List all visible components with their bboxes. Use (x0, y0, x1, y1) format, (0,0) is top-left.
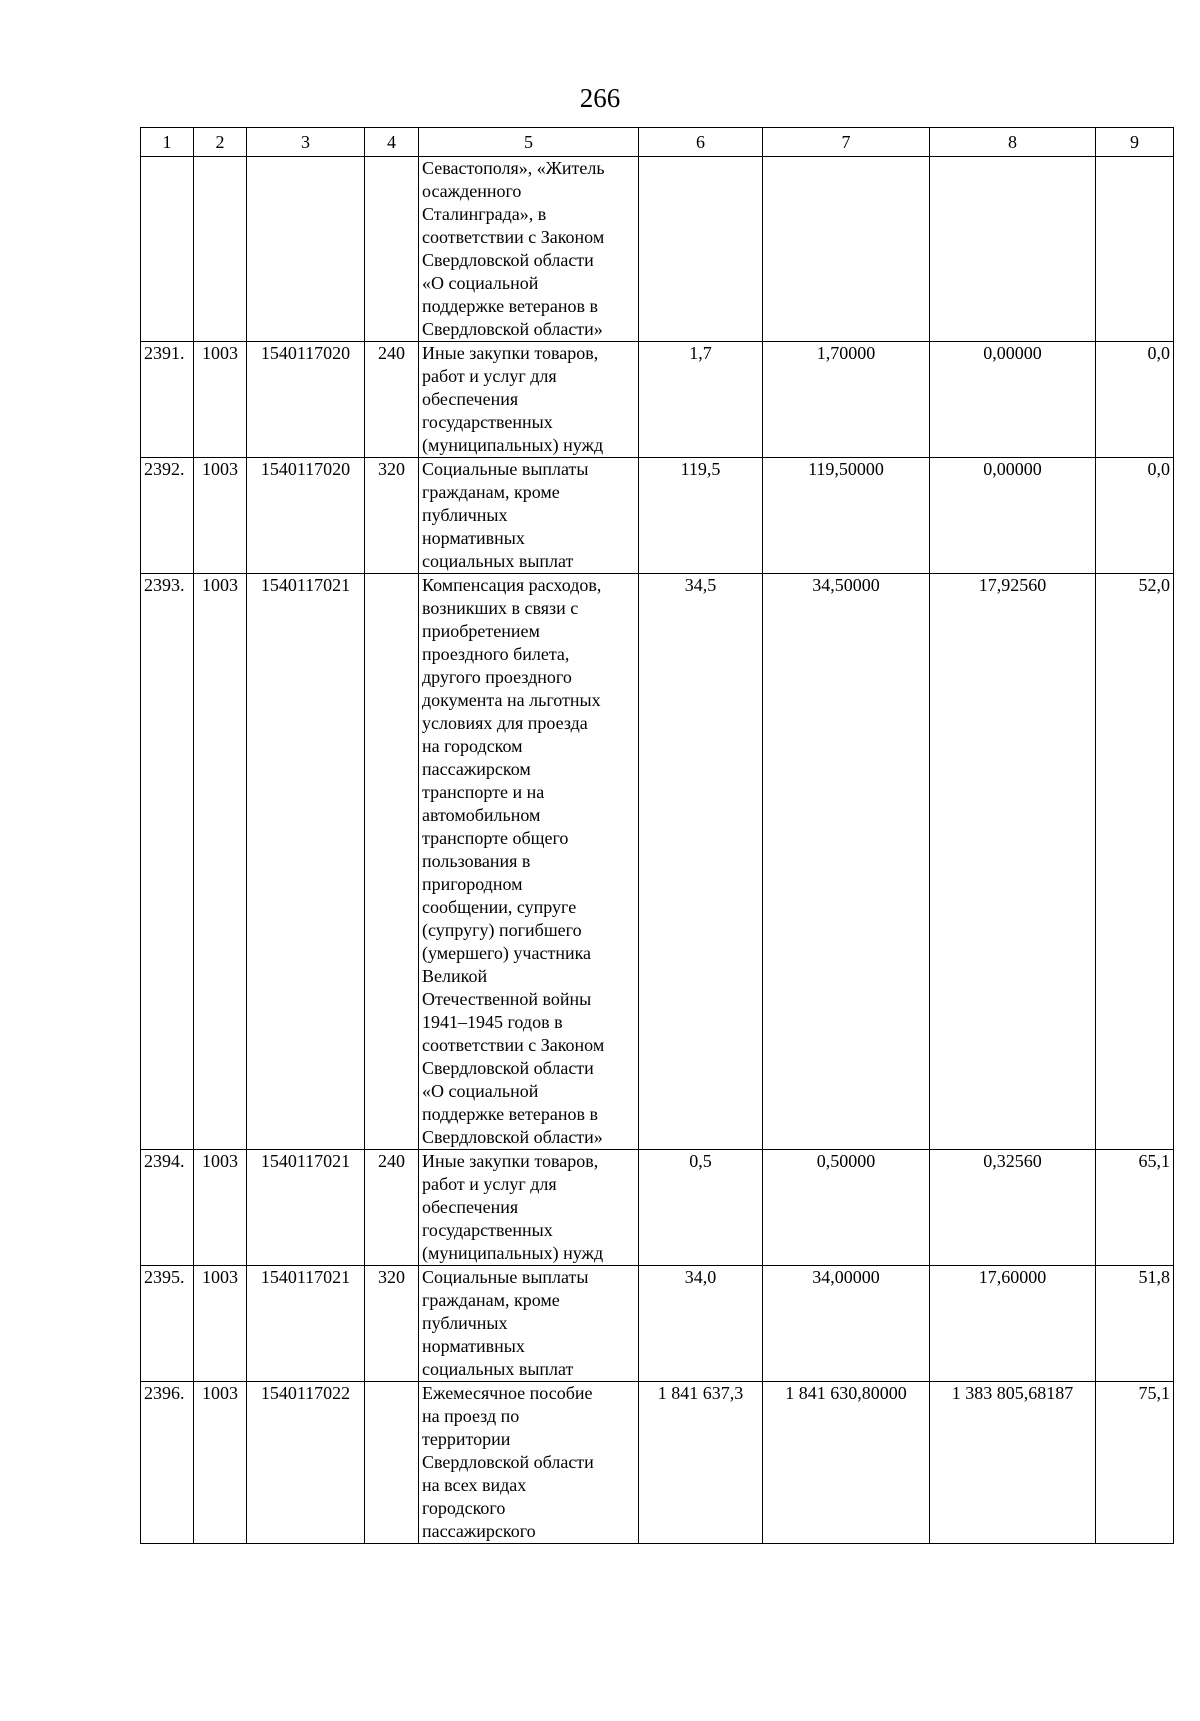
planned-amount-cell: 34,50000 (763, 574, 930, 1150)
target-article-cell (247, 157, 365, 342)
description-line: Социальные выплаты (422, 459, 589, 479)
table-row (141, 1266, 1174, 1382)
target-article-cell: 1540117022 (247, 1382, 365, 1544)
expense-kind-cell (365, 1382, 419, 1544)
table-row (141, 574, 1174, 1150)
description-line: обеспечения (422, 1197, 519, 1217)
approved-amount-cell: 119,5 (639, 458, 763, 574)
executed-amount-cell: 0,32560 (930, 1150, 1096, 1266)
description-cell (419, 157, 639, 342)
planned-amount-cell: 1,70000 (763, 342, 930, 458)
description-line: социальных выплат (422, 1359, 574, 1379)
description-line: Иные закупки товаров, (422, 343, 599, 363)
description-line: гражданам, кроме (422, 1290, 560, 1310)
approved-amount-cell: 34,0 (639, 1266, 763, 1382)
description-line: возникших в связи с (422, 598, 579, 618)
planned-amount-cell: 1 841 630,80000 (763, 1382, 930, 1544)
execution-percent-cell (1096, 157, 1174, 342)
execution-percent-cell: 0,0 (1096, 342, 1174, 458)
column-header: 7 (763, 128, 930, 157)
approved-amount-cell: 1 841 637,3 (639, 1382, 763, 1544)
description-line: гражданам, кроме (422, 482, 560, 502)
table-row (141, 157, 1174, 342)
section-code-cell: 1003 (194, 1382, 247, 1544)
description-line: публичных (422, 1313, 508, 1333)
column-header: 1 (141, 128, 194, 157)
row-number-cell: 2395. (141, 1266, 194, 1382)
description-line: проездного билета, (422, 644, 570, 664)
row-number-cell: 2396. (141, 1382, 194, 1544)
description-line: (супругу) погибшего (422, 920, 582, 940)
description-line: Севастополя», «Житель (422, 158, 605, 178)
executed-amount-cell: 0,00000 (930, 342, 1096, 458)
description-line: работ и услуг для (422, 366, 557, 386)
expense-kind-cell (365, 157, 419, 342)
description-line: транспорте и на (422, 782, 545, 802)
description-line: на проезд по (422, 1406, 520, 1426)
description-cell (419, 458, 639, 574)
description-line: пригородном (422, 874, 523, 894)
section-code-cell (194, 157, 247, 342)
description-line: обеспечения (422, 389, 519, 409)
section-code-cell: 1003 (194, 458, 247, 574)
description-line: сообщении, супруге (422, 897, 577, 917)
approved-amount-cell: 1,7 (639, 342, 763, 458)
planned-amount-cell (763, 157, 930, 342)
description-line: пассажирском (422, 759, 531, 779)
description-line: (муниципальных) нужд (422, 435, 604, 455)
description-line: территории (422, 1429, 511, 1449)
execution-percent-cell: 65,1 (1096, 1150, 1174, 1266)
description-line: городского (422, 1498, 506, 1518)
column-header: 5 (419, 128, 639, 157)
description-line: приобретением (422, 621, 540, 641)
target-article-cell: 1540117020 (247, 342, 365, 458)
section-code-cell: 1003 (194, 342, 247, 458)
description-line: Социальные выплаты (422, 1267, 589, 1287)
column-header: 2 (194, 128, 247, 157)
description-line: Компенсация расходов, (422, 575, 602, 595)
executed-amount-cell: 1 383 805,68187 (930, 1382, 1096, 1544)
executed-amount-cell: 0,00000 (930, 458, 1096, 574)
expense-kind-cell: 320 (365, 1266, 419, 1382)
execution-percent-cell: 75,1 (1096, 1382, 1174, 1544)
description-line: Иные закупки товаров, (422, 1151, 599, 1171)
description-line: Свердловской области (422, 250, 594, 270)
description-cell (419, 1150, 639, 1266)
description-line: «О социальной (422, 273, 539, 293)
description-line: работ и услуг для (422, 1174, 557, 1194)
table-row (141, 1150, 1174, 1266)
table-row (141, 1382, 1174, 1544)
description-line: Свердловской области (422, 1452, 594, 1472)
row-number-cell (141, 157, 194, 342)
description-line: условиях для проезда (422, 713, 588, 733)
description-line: поддержке ветеранов в (422, 296, 599, 316)
description-line: (муниципальных) нужд (422, 1243, 604, 1263)
planned-amount-cell: 0,50000 (763, 1150, 930, 1266)
column-header: 4 (365, 128, 419, 157)
description-cell (419, 1382, 639, 1544)
executed-amount-cell: 17,92560 (930, 574, 1096, 1150)
description-cell (419, 574, 639, 1150)
description-line: государственных (422, 412, 553, 432)
execution-percent-cell: 51,8 (1096, 1266, 1174, 1382)
table-row (141, 458, 1174, 574)
description-line: пассажирского (422, 1521, 536, 1541)
section-code-cell: 1003 (194, 1266, 247, 1382)
description-line: транспорте общего (422, 828, 569, 848)
description-line: Отечественной войны (422, 989, 592, 1009)
description-line: на городском (422, 736, 523, 756)
approved-amount-cell: 0,5 (639, 1150, 763, 1266)
row-number-cell: 2394. (141, 1150, 194, 1266)
approved-amount-cell: 34,5 (639, 574, 763, 1150)
target-article-cell: 1540117021 (247, 1266, 365, 1382)
row-number-cell: 2391. (141, 342, 194, 458)
description-line: Сталинграда», в (422, 204, 547, 224)
description-line: другого проездного (422, 667, 572, 687)
table-row (141, 342, 1174, 458)
description-line: (умершего) участника (422, 943, 592, 963)
budget-table (140, 127, 1174, 1544)
description-cell (419, 1266, 639, 1382)
description-line: автомобильном (422, 805, 541, 825)
description-line: осажденного (422, 181, 522, 201)
target-article-cell: 1540117020 (247, 458, 365, 574)
row-number-cell: 2392. (141, 458, 194, 574)
description-line: соответствии с Законом (422, 227, 605, 247)
table-body (141, 157, 1174, 1544)
section-code-cell: 1003 (194, 574, 247, 1150)
page-number: 266 (579, 83, 621, 113)
target-article-cell: 1540117021 (247, 1150, 365, 1266)
description-line: государственных (422, 1220, 553, 1240)
description-line: нормативных (422, 528, 525, 548)
description-line: «О социальной (422, 1081, 539, 1101)
column-header: 3 (247, 128, 365, 157)
expense-kind-cell: 240 (365, 342, 419, 458)
planned-amount-cell: 119,50000 (763, 458, 930, 574)
description-line: Свердловской области (422, 1058, 594, 1078)
description-line: поддержке ветеранов в (422, 1104, 599, 1124)
description-line: Великой (422, 966, 488, 986)
description-line: Свердловской области» (422, 1127, 603, 1147)
table-header-row (141, 128, 1174, 157)
description-line: соответствии с Законом (422, 1035, 605, 1055)
description-line: пользования в (422, 851, 531, 871)
column-header: 8 (930, 128, 1096, 157)
planned-amount-cell: 34,00000 (763, 1266, 930, 1382)
description-line: социальных выплат (422, 551, 574, 571)
section-code-cell: 1003 (194, 1150, 247, 1266)
expense-kind-cell: 320 (365, 458, 419, 574)
description-line: Свердловской области» (422, 319, 603, 339)
description-line: Ежемесячное пособие (422, 1383, 593, 1403)
column-header: 6 (639, 128, 763, 157)
description-line: документа на льготных (422, 690, 601, 710)
row-number-cell: 2393. (141, 574, 194, 1150)
expense-kind-cell: 240 (365, 1150, 419, 1266)
target-article-cell: 1540117021 (247, 574, 365, 1150)
executed-amount-cell (930, 157, 1096, 342)
approved-amount-cell (639, 157, 763, 342)
description-cell (419, 342, 639, 458)
executed-amount-cell: 17,60000 (930, 1266, 1096, 1382)
description-line: на всех видах (422, 1475, 527, 1495)
description-line: нормативных (422, 1336, 525, 1356)
column-header: 9 (1096, 128, 1174, 157)
expense-kind-cell (365, 574, 419, 1150)
description-line: публичных (422, 505, 508, 525)
description-line: 1941–1945 годов в (422, 1012, 563, 1032)
execution-percent-cell: 52,0 (1096, 574, 1174, 1150)
execution-percent-cell: 0,0 (1096, 458, 1174, 574)
